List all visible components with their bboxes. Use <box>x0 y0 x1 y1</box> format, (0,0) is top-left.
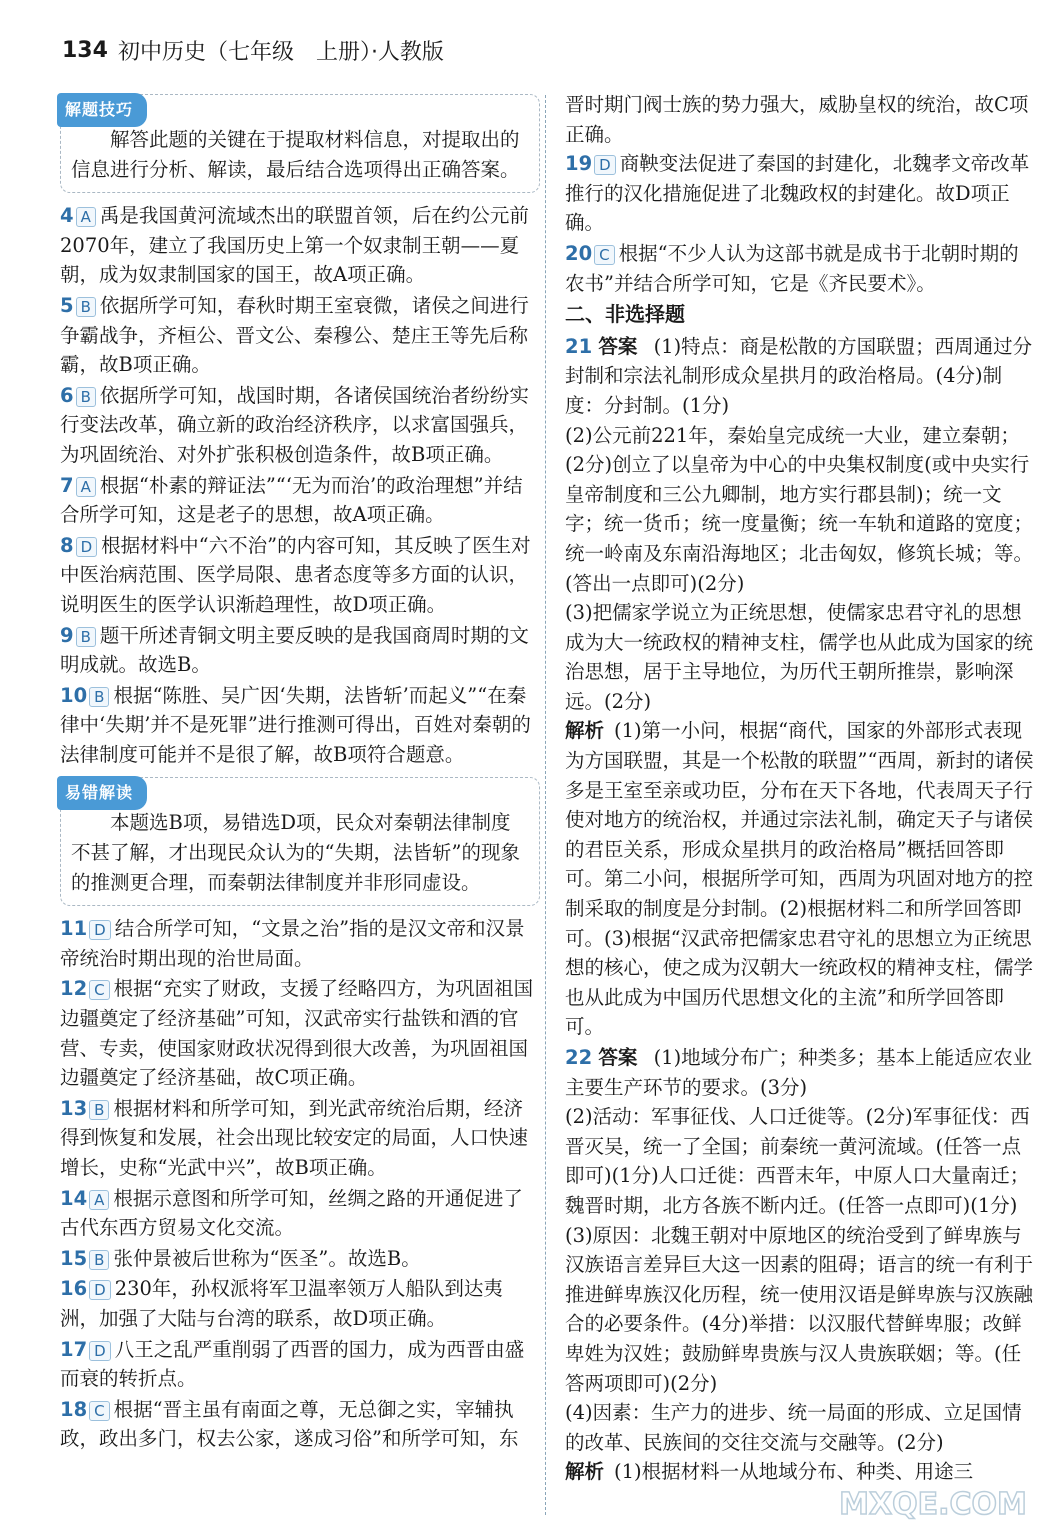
answer-item <box>565 149 1035 238</box>
explanation-text: 根据“充实了财政，支援了经略四方，为巩固祖国边疆奠定了经济基础”可知，汉武帝实行盐铁和酒的官营、专卖，使国家财政状况得到很大改善，为巩固祖国边疆奠定了经济基础，故C项正确。 <box>60 977 534 1090</box>
answer-choice-badge: A <box>76 207 96 227</box>
question-number: 13 <box>60 1096 88 1120</box>
analysis-label: 解析 <box>565 719 605 743</box>
answer-item <box>60 1184 540 1243</box>
question-number: 7 <box>60 473 74 497</box>
tip-box-common-mistakes <box>60 777 540 906</box>
continuation-text: 晋时期门阀士族的势力强大，威胁皇权的统治，故C项正确。 <box>565 93 1029 146</box>
question-number: 9 <box>60 623 74 647</box>
answer-item <box>60 1274 540 1333</box>
explanation-text: 根据材料和所学可知，到光武帝统治后期，经济得到恢复和发展，社会出现比较安定的局面，人口快速增长，史称“光武中兴”，故B项正确。 <box>60 1096 529 1179</box>
explanation-text: 依据所学可知，战国时期，各诸侯国统治者纷纷实行变法改革，确立新的政治经济秩序，以求富国强兵，为巩固统治、对外扩张积极创造条件，故B项正确。 <box>60 383 529 466</box>
tip-box-solving-skills <box>60 94 540 193</box>
tip-text: 解答此题的关键在于提取材料信息，对提取出的信息进行分析、解读，最后结合选项得出正确答案。 <box>71 128 520 181</box>
left-column <box>60 90 540 1455</box>
answer-item <box>60 381 540 470</box>
tip-text: 本题选B项，易错选D项，民众对秦朝法律制度不甚了解，才出现民众认为的“失期，法皆斩”的现象的推测更合理，而秦朝法律制度并非形同虚设。 <box>71 811 520 894</box>
explanation-text: 依据所学可知，春秋时期王室衰微，诸侯之间进行争霸战争，齐桓公、晋文公、秦穆公、楚庄王等先后称霸，故B项正确。 <box>60 293 529 377</box>
answer-part: (1)特点：商是松散的方国联盟；西周通过分封制和宗法礼制形成众星拱月的政治格局。(4分)制度：分封制。(1分) <box>565 334 1033 417</box>
question-number: 8 <box>60 533 74 557</box>
explanation-text: 商鞅变法促进了秦国的封建化，北魏孝文帝改革推行的汉化措施促进了北魏政权的封建化。故D项正确。 <box>565 152 1030 235</box>
question-21 <box>565 332 1035 1042</box>
answer-part: (2)公元前221年，秦始皇完成统一大业，建立秦朝；(2分)创立了以皇帝为中心的中央集权制度(或中央实行皇帝制度和三公九卿制，地方实行郡县制)；统一文字；统一货币；统一度量衡；统一车轨和道路的宽度；统一岭南及东南沿海地区；北击匈奴，修筑长城；等。(答出一点即可)(2分) <box>565 423 1034 595</box>
watermark-logo <box>833 1478 1033 1530</box>
answer-part: (4)因素：生产力的进步、统一局面的形成、立足国情的改革、民族间的交往交流与交融等。(2分) <box>565 1401 1022 1454</box>
analysis-label: 解析 <box>565 1460 605 1484</box>
answer-item <box>565 239 1035 298</box>
explanation-text: 根据示意图和所学可知，丝绸之路的开通促进了古代东西方贸易文化交流。 <box>60 1186 523 1240</box>
answer-choice-badge: A <box>76 477 96 497</box>
answer-item <box>60 471 540 530</box>
question-number: 22 <box>565 1046 593 1069</box>
explanation-text: 根据“晋主虽有南面之尊，无总御之实，宰辅执政，政出多门，权去公家，遂成习俗”和所学可知，东 <box>60 1397 519 1451</box>
answer-choice-badge: D <box>89 1341 111 1361</box>
answer-choice-badge: B <box>89 687 109 707</box>
answer-part: (3)原因：北魏王朝对中原地区的统治受到了鲜卑族与汉族语言差异巨大这一因素的阻碍；语言的统一有利于推进鲜卑族汉化历程，统一使用汉语是鲜卑族与汉族融合的必要条件。(4分)举措：以汉服代替鲜卑服；改鲜卑姓为汉姓；鼓励鲜卑贵族与汉人贵族联姻；等。(任答两项即可)(2分) <box>565 1223 1034 1395</box>
answer-part: (3)把儒家学说立为正统思想，使儒家忠君守礼的思想成为大一统政权的精神支柱，儒学也从此成为国家的统治思想，居于主导地位，为历代王朝所推崇，影响深远。(2分) <box>565 601 1034 713</box>
section-title: 二、非选择题 <box>565 302 685 327</box>
question-number: 19 <box>565 152 593 176</box>
answer-choice-badge: B <box>89 1100 109 1120</box>
answer-item <box>60 1395 540 1454</box>
answer-item <box>60 531 540 620</box>
question-number: 11 <box>60 917 88 941</box>
answer-part: (2)活动：军事征伐、人口迁徙等。(2分)军事征伐：西晋灭吴，统一了全国；前秦统一黄河流域。(任答一点即可)(1分)人口迁徙：西晋末年，中原人口大量南迁；魏晋时期，北方各族不断内迁。(任答一点即可)(1分) <box>565 1105 1030 1217</box>
answer-item <box>60 681 540 770</box>
svg-text:MXQE.COM: MXQE.COM <box>839 1487 1027 1522</box>
right-column <box>565 90 1035 1488</box>
answer-item <box>60 1094 540 1183</box>
analysis-text: (1)根据材料一从地域分布、种类、用途三 <box>614 1460 974 1484</box>
answer-list-b <box>60 914 540 1454</box>
answer-choice-badge: D <box>89 920 111 940</box>
explanation-text: 根据“不少人认为这部书就是成书于北朝时期的农书”并结合所学可知，它是《齐民要术》。 <box>565 241 1019 295</box>
answer-item <box>60 1335 540 1394</box>
explanation-text: 禹是我国黄河流域杰出的联盟首领，后在约公元前2070年，建立了我国历史上第一个奴隶制王朝——夏朝，成为奴隶制国家的国王，故A项正确。 <box>60 204 529 287</box>
question-number: 14 <box>60 1186 88 1210</box>
question-number: 16 <box>60 1277 88 1301</box>
page-header <box>62 30 444 70</box>
question-number: 17 <box>60 1337 88 1361</box>
question-number: 5 <box>60 293 74 317</box>
answer-item <box>60 621 540 680</box>
question-number: 15 <box>60 1246 88 1270</box>
answer-item <box>60 914 540 973</box>
answer-choice-badge: B <box>76 387 96 407</box>
answer-choice-badge: C <box>89 980 109 1000</box>
book-title: 初中历史（七年级 上册）·人教版 <box>117 39 444 65</box>
explanation-text: 230年，孙权派将军卫温率领万人船队到达夷洲，加强了大陆与台湾的联系，故D项正确。 <box>60 1277 503 1330</box>
tip-title: 解题技巧 <box>57 93 147 127</box>
answer-item <box>60 974 540 1092</box>
question-number: 10 <box>60 683 88 707</box>
answer-part: (1)地域分布广；种类多；基本上能适应农业主要生产环节的要求。(3分) <box>565 1046 1033 1099</box>
answer-choice-badge: C <box>89 1401 109 1421</box>
explanation-text: 张仲景被后世称为“医圣”。故选B。 <box>113 1246 421 1270</box>
explanation-text: 题干所述青铜文明主要反映的是我国商周时期的文明成就。故选B。 <box>60 623 529 677</box>
explanation-text: 八王之乱严重削弱了西晋的国力，成为西晋由盛而衰的转折点。 <box>60 1337 525 1391</box>
answer-item <box>60 201 540 290</box>
question-number: 18 <box>60 1397 88 1421</box>
column-divider <box>545 95 546 1515</box>
answer-label: 答案 <box>598 334 638 358</box>
explanation-text: 根据“朴素的辩证法”“‘无为而治’的政治理想”并结合所学可知，这是老子的思想，故A项正确。 <box>60 473 523 527</box>
answer-choice-badge: A <box>89 1190 109 1210</box>
answer-list-a <box>60 201 540 769</box>
tip-title: 易错解读 <box>57 776 147 810</box>
answer-choice-badge: B <box>76 297 96 317</box>
answer-choice-badge: D <box>89 1280 111 1300</box>
question-number: 6 <box>60 383 74 407</box>
answer-item <box>60 1244 540 1274</box>
answer-choice-badge: D <box>76 537 98 557</box>
question-number: 21 <box>565 334 593 358</box>
question-22 <box>565 1043 1035 1487</box>
answer-choice-badge: B <box>76 627 96 647</box>
question-number: 4 <box>60 204 74 228</box>
analysis-text: (1)第一小问，根据“商代，国家的外部形式表现为方国联盟，其是一个松散的联盟”“西周，新封的诸侯多是王室至亲或功臣，分布在天下各地，代表周天子行使对地方的统治权，并通过宗法礼制，确定天子与诸侯的君臣关系，形成众星拱月的政治格局”概括回答即可。第二小问，根据所学可知，西周为巩固对地方的控制采取的制度是分封制。(2)根据材料二和所学回答即可。(3)根据“汉武帝把儒家忠君守礼的思想立为正统思想的核心，使之成为汉朝大一统政权的精神支柱，儒学也从此成为中国历代思想文化的主流”和所学回答即可。 <box>565 719 1034 1039</box>
answer-choice-badge: D <box>594 155 616 175</box>
question-number: 12 <box>60 977 88 1001</box>
explanation-text: 根据材料中“六不治”的内容可知，其反映了医生对中医治病范围、医学局限、患者态度等多方面的认识，说明医生的医学认识渐趋理性，故D项正确。 <box>60 533 531 616</box>
page-number: 134 <box>62 37 108 63</box>
answer-item <box>60 291 540 380</box>
answer-choice-badge: C <box>594 245 614 265</box>
answer-list-right <box>565 149 1035 298</box>
question-number: 20 <box>565 241 593 265</box>
answer-label: 答案 <box>598 1046 638 1069</box>
explanation-text: 结合所学可知，“文景之治”指的是汉文帝和汉景帝统治时期出现的治世局面。 <box>60 917 525 970</box>
answer-choice-badge: B <box>89 1250 109 1270</box>
explanation-text: 根据“陈胜、吴广因‘失期，法皆斩’而起义”“在秦律中‘失期’并不是死罪”进行推测可得出，百姓对秦朝的法律制度可能并不是很了解，故B项符合题意。 <box>60 683 531 766</box>
